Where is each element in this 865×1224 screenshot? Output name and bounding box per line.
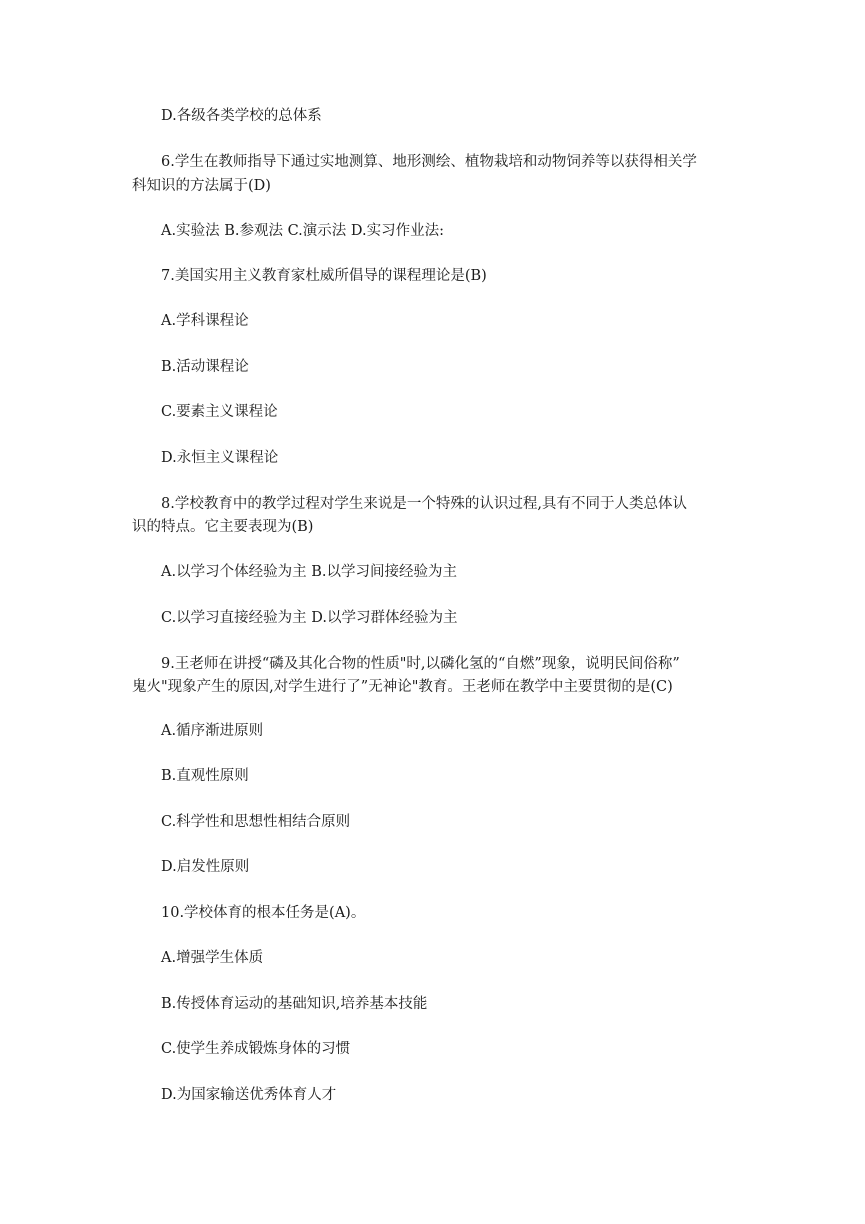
q7-option-b: B.活动课程论	[161, 359, 249, 375]
q7-question: 7.美国实用主义教育家杜威所倡导的课程理论是(B)	[161, 268, 487, 284]
q10-question: 10.学校体育的根本任务是(A)。	[161, 905, 366, 921]
q10-option-d: D.为国家输送优秀体育人才	[161, 1087, 337, 1103]
q9-question-line1: 9.王老师在讲授“磷及其化合物的性质"时,以磷化氢的“自燃”现象，说明民间俗称”	[161, 656, 680, 672]
q10-option-c: C.使学生养成锻炼身体的习惯	[161, 1041, 351, 1057]
q8-options-ab: A.以学习个体经验为主 B.以学习间接经验为主	[161, 564, 457, 580]
q8-question-line2: 识的特点。它主要表现为(B)	[132, 519, 314, 535]
q9-option-d: D.启发性原则	[161, 859, 250, 875]
q5-option-d: D.各级各类学校的总体系	[161, 108, 322, 124]
q7-option-c: C.要素主义课程论	[161, 404, 278, 420]
q10-option-a: A.增强学生体质	[161, 950, 264, 966]
q6-question-line1: 6.学生在教师指导下通过实地测算、地形测绘、植物栽培和动物饲养等以获得相关学	[161, 154, 697, 170]
q9-option-a: A.循序渐进原则	[161, 723, 264, 739]
q9-question-line2: 鬼火"现象产生的原因,对学生进行了”无神论"教育。王老师在教学中主要贯彻的是(C)	[132, 679, 673, 695]
q9-option-c: C.科学性和思想性相结合原则	[161, 814, 351, 830]
q8-question-line1: 8.学校教育中的教学过程对学生来说是一个特殊的认识过程,具有不同于人类总体认	[161, 496, 687, 512]
q8-options-cd: C.以学习直接经验为主 D.以学习群体经验为主	[161, 610, 458, 626]
q10-option-b: B.传授体育运动的基础知识,培养基本技能	[161, 996, 428, 1012]
q9-option-b: B.直观性原则	[161, 768, 249, 784]
q6-question-line2: 科知识的方法属于(D)	[132, 178, 271, 194]
q7-option-d: D.永恒主义课程论	[161, 450, 279, 466]
q7-option-a: A.学科课程论	[161, 313, 249, 329]
q6-options: A.实验法 B.参观法 C.演示法 D.实习作业法:	[161, 223, 444, 239]
